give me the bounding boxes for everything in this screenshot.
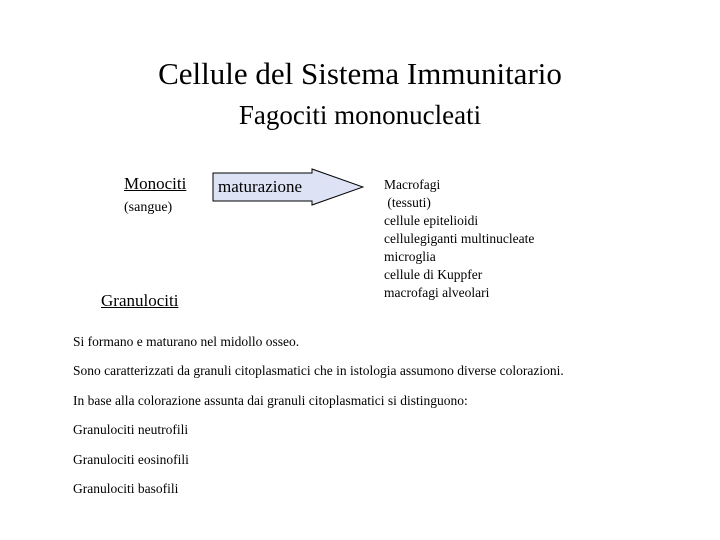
text-line: Granulociti neutrofili <box>73 422 189 438</box>
sangue-label: (sangue) <box>124 200 173 215</box>
list-item: cellule epitelioidi <box>384 213 479 228</box>
list-item: microglia <box>384 249 436 264</box>
monociti-label: Monociti <box>124 174 187 193</box>
body-text <box>73 334 564 510</box>
page-subtitle: Fagociti mononucleati <box>238 100 482 130</box>
list-item: (tessuti) <box>384 195 431 210</box>
text-line: Granulociti basofili <box>73 480 179 496</box>
list-item: Macrofagi <box>384 177 441 192</box>
text-line: Si formano e maturano nel midollo osseo. <box>73 334 300 349</box>
list-item: cellulegiganti multinucleate <box>384 231 535 246</box>
arrow-label: maturazione <box>218 177 303 196</box>
text-line: Granulociti eosinofili <box>73 451 189 467</box>
list-item: macrofagi alveolari <box>384 285 490 300</box>
text-line: Sono caratterizzati da granuli citoplasmatici che in istologia assumono diverse colorazioni. <box>73 363 564 379</box>
page-title: Cellule del Sistema Immunitario <box>158 56 562 91</box>
granulociti-label: Granulociti <box>101 291 179 310</box>
text-line: In base alla colorazione assunta dai granuli citoplasmatici si distinguono: <box>73 392 468 408</box>
list-item: cellule di Kuppfer <box>384 267 483 282</box>
macrofagi-list <box>384 176 534 302</box>
